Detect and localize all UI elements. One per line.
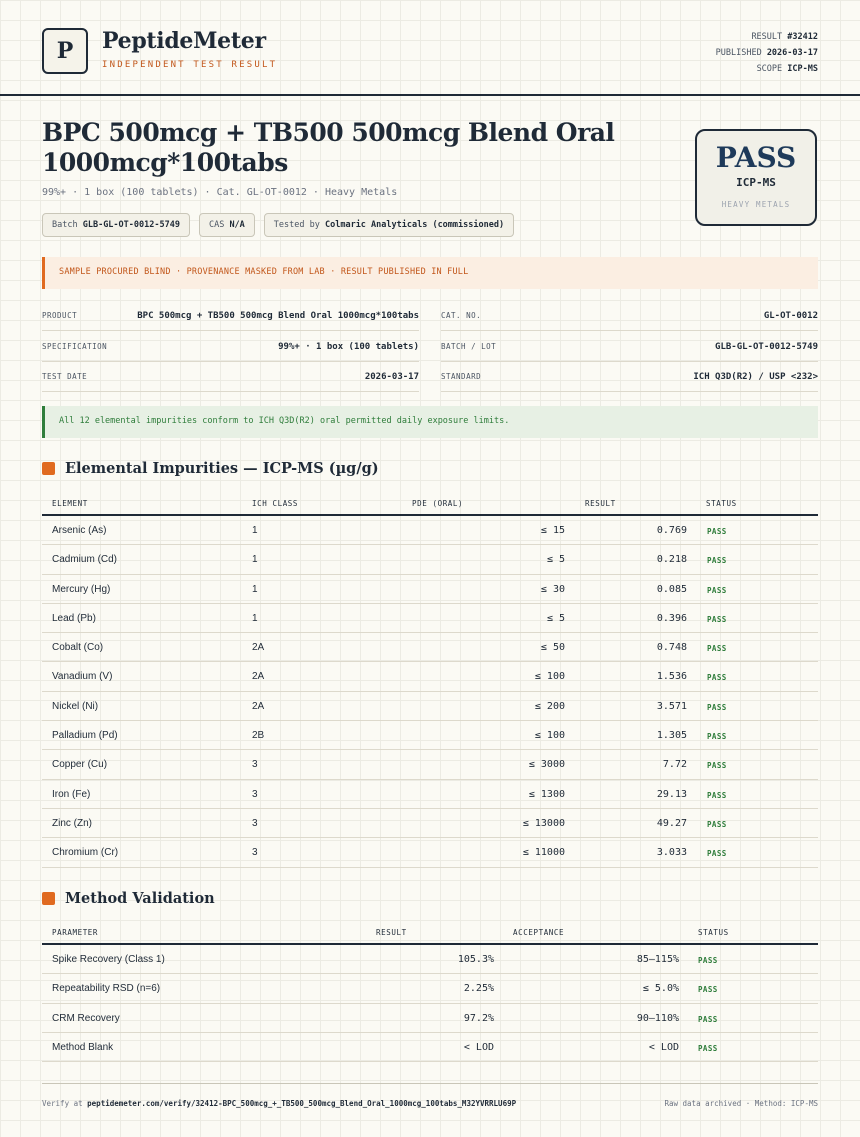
cell-element: Copper (Cu) [52, 759, 108, 771]
info-cat-no [441, 301, 818, 331]
col-ich-class: ICH CLASS [252, 499, 299, 508]
section-title: Method Validation [65, 890, 215, 907]
status-badge: PASS [698, 956, 718, 965]
table-header [42, 921, 818, 945]
cell-acceptance: ≤ 5.0% [642, 983, 679, 995]
batch-chip [42, 213, 190, 237]
cell-pde: ≤ 5 [546, 612, 565, 624]
status-badge: PASS [707, 849, 727, 859]
info-specification [42, 332, 419, 362]
status-badge: PASS [698, 1043, 718, 1053]
cell-element: Nickel (Ni) [52, 700, 99, 712]
info-batch-lot [441, 332, 818, 362]
cell-result: < LOD [463, 1041, 494, 1053]
cell-pde: ≤ 50 [540, 642, 565, 654]
col-status: STATUS [706, 499, 737, 508]
table-body [42, 516, 818, 868]
col-result: RESULT [376, 928, 407, 937]
table-row [42, 692, 818, 721]
info-label: STANDARD [441, 372, 482, 381]
cell-pde: ≤ 13000 [522, 817, 565, 829]
cell-result: 0.769 [656, 525, 687, 536]
cell-ich-class: 2A [252, 700, 265, 712]
verify-link[interactable]: peptidemeter.com/verify/32412-BPC_500mcg_+_TB500_500mcg_Blend_Oral_1000mcg_100tabs_M32YVRRLU69P [87, 1099, 517, 1108]
cell-result: 97.2% [463, 1012, 494, 1024]
cell-result: 1.305 [656, 730, 687, 742]
cell-pde: ≤ 11000 [522, 847, 565, 859]
impurities-table [42, 492, 818, 868]
logo-mark: P [42, 28, 88, 74]
cell-pde: ≤ 1300 [528, 788, 565, 800]
cell-ich-class: 1 [252, 554, 258, 566]
col-parameter: PARAMETER [52, 928, 99, 937]
status-badge: PASS [707, 614, 727, 624]
info-label: SPECIFICATION [42, 342, 108, 351]
cell-element: Chromium (Cr) [52, 847, 119, 859]
table-row [42, 750, 818, 779]
chip-value: Colmaric Analyticals (commissioned) [324, 220, 505, 230]
brand-name: PeptideMeter [102, 28, 266, 54]
table-row [42, 516, 818, 545]
report-footer [42, 1083, 818, 1108]
result-number: #32412 [787, 32, 818, 42]
product-subtitle: 99%+ · 1 box (100 tablets) · Cat. GL-OT-0012 · Heavy Metals [42, 187, 398, 198]
report-header [0, 0, 860, 96]
cell-element: Palladium (Pd) [52, 730, 118, 742]
cell-result: 29.13 [656, 788, 687, 800]
cell-pde: ≤ 200 [534, 700, 565, 712]
cell-parameter: Spike Recovery (Class 1) [52, 954, 165, 965]
table-row [42, 1033, 818, 1062]
col-element: ELEMENT [52, 499, 88, 508]
info-product [42, 301, 419, 331]
pass-stamp [695, 129, 817, 226]
status-badge: PASS [707, 527, 727, 536]
cell-result: 0.748 [656, 642, 687, 654]
info-label: PRODUCT [42, 311, 78, 320]
table-row [42, 974, 818, 1003]
col-acceptance: ACCEPTANCE [513, 928, 565, 937]
cell-result: 7.72 [662, 759, 687, 771]
cell-ich-class: 2B [252, 730, 265, 742]
brand-tagline: INDEPENDENT TEST RESULT [102, 60, 278, 70]
cell-element: Cobalt (Co) [52, 642, 104, 654]
stamp-category: HEAVY METALS [721, 200, 791, 209]
chip-label: Tested by [273, 220, 320, 230]
validation-table [42, 921, 818, 1062]
stamp-result: PASS [715, 141, 797, 174]
cell-acceptance: 85–115% [636, 954, 679, 965]
col-status: STATUS [698, 928, 729, 937]
report-meta [716, 29, 818, 77]
info-label: BATCH / LOT [441, 342, 497, 351]
table-row [42, 945, 818, 974]
cell-result: 0.396 [656, 612, 687, 624]
cell-element: Vanadium (V) [52, 671, 113, 683]
info-value: BPC 500mcg + TB500 500mcg Blend Oral 1000mcg*100tabs [137, 310, 419, 321]
status-badge: PASS [707, 702, 727, 712]
chip-value: N/A [229, 220, 245, 230]
validation-heading [42, 890, 215, 907]
status-badge: PASS [707, 585, 727, 595]
section-marker [42, 892, 55, 905]
cell-acceptance: < LOD [648, 1041, 679, 1053]
status-badge: PASS [707, 790, 727, 800]
cell-result: 0.218 [656, 554, 687, 566]
info-label: CAT. NO. [441, 311, 482, 320]
cell-element: Iron (Fe) [52, 788, 91, 800]
scope-label: SCOPE [756, 64, 783, 74]
section-marker [42, 462, 55, 475]
cell-ich-class: 1 [252, 612, 258, 624]
cell-result: 2.25% [463, 983, 494, 995]
table-row [42, 1004, 818, 1033]
cell-pde: ≤ 100 [534, 730, 565, 742]
status-badge: PASS [698, 1014, 718, 1024]
table-header [42, 492, 818, 516]
table-row [42, 575, 818, 604]
scope-value: ICP-MS [787, 64, 818, 74]
published-date: 2026-03-17 [766, 48, 818, 58]
published-label: PUBLISHED [715, 48, 762, 58]
chip-label: CAS [208, 220, 225, 230]
chip-label: Batch [52, 220, 78, 230]
table-body [42, 945, 818, 1062]
status-badge: PASS [698, 985, 718, 995]
status-badge: PASS [707, 732, 727, 742]
chip-row [42, 213, 514, 237]
cell-ich-class: 2A [252, 642, 265, 654]
cell-result: 105.3% [457, 954, 494, 965]
status-badge: PASS [707, 819, 727, 829]
cell-element: Zinc (Zn) [52, 817, 92, 829]
table-row [42, 633, 818, 662]
cell-result: 3.033 [656, 847, 687, 859]
info-value: 2026-03-17 [364, 371, 419, 382]
stamp-method: ICP-MS [736, 176, 776, 189]
info-value: GL-OT-0012 [763, 310, 818, 321]
cell-acceptance: 90–110% [636, 1012, 679, 1024]
cell-element: Arsenic (As) [52, 525, 107, 536]
cell-pde: ≤ 15 [540, 525, 565, 536]
cell-parameter: CRM Recovery [52, 1012, 120, 1024]
col-pde: PDE (ORAL) [412, 499, 464, 508]
cell-ich-class: 2A [252, 671, 265, 683]
cell-pde: ≤ 3000 [528, 759, 565, 771]
verify-line [42, 1099, 516, 1108]
result-label: RESULT [751, 32, 783, 42]
table-row [42, 662, 818, 691]
cell-ich-class: 3 [252, 788, 258, 800]
info-label: TEST DATE [42, 372, 88, 381]
col-result: RESULT [585, 499, 616, 508]
cell-result: 49.27 [656, 817, 687, 829]
table-row [42, 721, 818, 750]
product-title: BPC 500mcg + TB500 500mcg Blend Oral 1000mcg*100tabs [42, 118, 615, 177]
table-row [42, 838, 818, 867]
cell-element: Cadmium (Cd) [52, 554, 118, 566]
chip-value: GLB-GL-OT-0012-5749 [82, 220, 180, 230]
status-badge: PASS [707, 673, 727, 683]
info-standard [441, 362, 818, 392]
table-row [42, 604, 818, 633]
archive-note: Raw data archived · Method: ICP-MS [664, 1099, 818, 1108]
cell-ich-class: 3 [252, 759, 258, 771]
cas-chip [199, 213, 255, 237]
info-test-date [42, 362, 419, 392]
table-row [42, 780, 818, 809]
info-value: ICH Q3D(R2) / USP <232> [693, 371, 818, 382]
conformance-banner: All 12 elemental impurities conform to ICH Q3D(R2) oral permitted daily exposure limits. [42, 406, 818, 438]
cell-element: Mercury (Hg) [52, 583, 111, 595]
cell-result: 1.536 [656, 671, 687, 683]
cell-parameter: Repeatability RSD (n=6) [52, 983, 161, 995]
cell-pde: ≤ 5 [546, 554, 565, 566]
status-badge: PASS [707, 556, 727, 566]
impurities-heading [42, 460, 379, 477]
cell-ich-class: 3 [252, 817, 258, 829]
table-row [42, 809, 818, 838]
status-badge: PASS [707, 761, 727, 771]
cell-parameter: Method Blank [52, 1041, 114, 1053]
status-badge: PASS [707, 644, 727, 654]
section-title: Elemental Impurities — ICP-MS (µg/g) [65, 460, 379, 477]
cell-result: 0.085 [656, 583, 687, 595]
cell-result: 3.571 [656, 700, 687, 712]
cell-ich-class: 3 [252, 847, 258, 859]
cell-element: Lead (Pb) [52, 612, 96, 624]
info-value: 99%+ · 1 box (100 tablets) [278, 341, 419, 352]
cell-ich-class: 1 [252, 525, 258, 536]
tested-by-chip [264, 213, 514, 237]
info-value: GLB-GL-OT-0012-5749 [715, 341, 818, 352]
table-row [42, 545, 818, 574]
blind-notice: SAMPLE PROCURED BLIND · PROVENANCE MASKED FROM LAB · RESULT PUBLISHED IN FULL [42, 257, 818, 289]
cell-ich-class: 1 [252, 583, 258, 595]
cell-pde: ≤ 100 [534, 671, 565, 683]
verify-prefix: Verify at [42, 1099, 83, 1108]
cell-pde: ≤ 30 [540, 583, 565, 595]
